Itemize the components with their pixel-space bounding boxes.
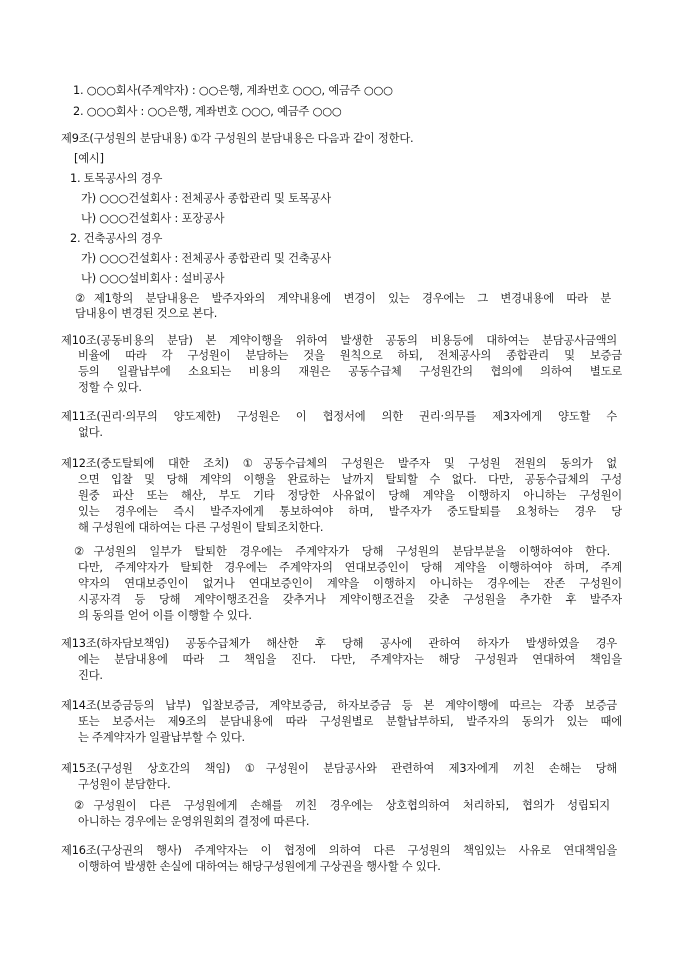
article-9-heading: 제9조(구성원의 분담내용) ①각 구성원의 분담내용은 다음과 같이 정한다. — [61, 132, 414, 145]
article-12-line-3: 원중 파산 또는 해산, 부도 기타 정당한 사유없이 당해 계약을 이행하지 아니하는 구성원이 — [78, 489, 622, 502]
article-9-para-2-line-1: ②제1항의 분담내용은 발주자와의 계약내용에 변경이 있는 경우에는 그 변경내용에 따라 분 — [75, 292, 611, 305]
article-11-line-2: 없다. — [78, 426, 103, 439]
article-10-line-1: 제10조(공동비용의 분담) 본 계약이행을 위하여 발생한 공동의 비용등에 대하여는 분담공사금액의 — [61, 334, 617, 347]
article-16-line-2: 이행하여 발생한 손실에 대하여는 해당구성원에게 구상권을 행사할 수 있다. — [78, 860, 441, 873]
article-15-para-2-line-2: 아니하는 경우에는 운영위원회의 결정에 따른다. — [78, 815, 310, 828]
article-9-para-2-line-2: 담내용이 변경된 것으로 본다. — [75, 307, 218, 320]
article-13-line-1: 제13조(하자담보책임) 공동수급체가 해산한 후 당해 공사에 관하여 하자가 발생하였을 경우 — [61, 637, 617, 650]
article-12-line-4: 있는 경우에는 즉시 발주자에게 통보하여야 하며, 발주자가 중도탈퇴를 요청하는 경우 당 — [78, 505, 622, 518]
article-10-line-4: 정할 수 있다. — [78, 381, 142, 394]
article-12-line-1: 제12조(중도탈퇴에 대한 조치) ①공동수급체의 구성원은 발주자 및 구성원 전원의 동의가 없 — [61, 457, 617, 470]
article-14-line-2: 또는 보증서는 제9조의 분담내용에 따라 구성원별로 분할납부하되, 발주자의 동의가 있는 때에 — [78, 715, 622, 728]
example-label: [예시] — [74, 152, 104, 165]
article-12-para-2-line-5: 의 동의를 얻어 이를 이행할 수 있다. — [78, 609, 252, 622]
article-12-para-2-line-2: 다만, 주계약자가 탈퇴한 경우에는 주계약자의 연대보증인이 당해 계약을 이행하여야 하며, 주계 — [78, 561, 622, 574]
building-works-case: 2. 건축공사의 경우 — [70, 232, 163, 245]
civil-works-case: 1. 토목공사의 경우 — [70, 172, 163, 185]
article-14-line-1: 제14조(보증금등의 납부) 입찰보증금, 계약보증금, 하자보증금 등 본 계약이행에 따르는 각종 보증금 — [61, 699, 617, 712]
article-15-line-2: 구성원이 분담한다. — [78, 778, 171, 791]
account-line-2: 2. ○○○회사 : ○○은행, 계좌번호 ○○○, 예금주 ○○○ — [73, 105, 342, 118]
article-12-para-2-line-1: ②구성원의 일부가 탈퇴한 경우에는 주계약자가 당해 구성원의 분담부분을 이행하여야 한다. — [74, 545, 610, 558]
civil-works-item-a: 가) ○○○건설회사 : 전체공사 종합관리 및 토목공사 — [81, 192, 331, 205]
article-12-para-2-line-3: 약자의 연대보증인이 없거나 연대보증인이 계약을 이행하지 아니하는 경우에는 잔존 구성원이 — [78, 577, 622, 590]
article-15-para-2-line-1: ②구성원이 다른 구성원에게 손해를 끼친 경우에는 상호협의하여 처리하되, 협의가 성립되지 — [74, 799, 610, 812]
article-11-line-1: 제11조(권리·의무의 양도제한) 구성원은 이 협정서에 의한 권리·의무를 제3자에게 양도할 수 — [61, 410, 617, 423]
article-13-line-3: 진다. — [78, 669, 103, 682]
account-line-1: 1. ○○○회사(주계약자) : ○○은행, 계좌번호 ○○○, 예금주 ○○○ — [73, 84, 393, 97]
article-10-line-3: 등의 일괄납부에 소요되는 비용의 재원은 공동수급체 구성원간의 협의에 의하여 별도로 — [78, 365, 622, 378]
building-works-item-a: 가) ○○○건설회사 : 전체공사 종합관리 및 건축공사 — [81, 252, 331, 265]
article-12-line-5: 해 구성원에 대하여는 다른 구성원이 탈퇴조치한다. — [78, 521, 324, 534]
article-13-line-2: 에는 분담내용에 따라 그 책임을 진다. 다만, 주계약자는 해당 구성원과 연대하여 책임을 — [78, 653, 622, 666]
article-10-line-2: 비율에 따라 각 구성원이 분담하는 것을 원칙으로 하되, 전체공사의 종합관리 및 보증금 — [78, 349, 622, 362]
civil-works-item-b: 나) ○○○건설회사 : 포장공사 — [81, 212, 225, 225]
article-12-line-2: 으면 입찰 및 당해 계약의 이행을 완료하는 날까지 탈퇴할 수 없다. 다만, 공동수급체의 구성 — [78, 473, 622, 486]
article-14-line-3: 는 주계약자가 일괄납부할 수 있다. — [78, 731, 245, 744]
building-works-item-b: 나) ○○○설비회사 : 설비공사 — [81, 272, 225, 285]
article-15-line-1: 제15조(구성원 상호간의 책임) ①구성원이 분담공사와 관련하여 제3자에게 끼친 손해는 당해 — [61, 762, 617, 775]
article-16-line-1: 제16조(구상권의 행사) 주계약자는 이 협정에 의하여 다른 구성원의 책임있는 사유로 연대책임을 — [61, 844, 617, 857]
article-12-para-2-line-4: 시공자격 등 당해 계약이행조건을 갖추거나 계약이행조건을 갖춘 구성원을 추가한 후 발주자 — [78, 593, 622, 606]
